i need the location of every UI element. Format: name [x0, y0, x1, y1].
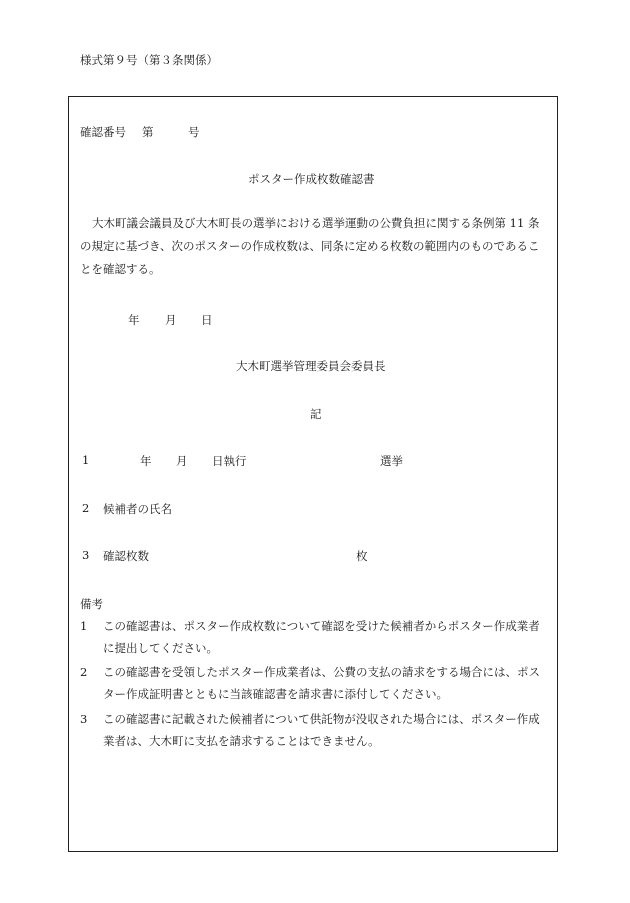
note-number: 3	[80, 712, 88, 726]
note-item	[80, 615, 550, 659]
form-label: 様式第９号（第３条関係）	[80, 53, 218, 67]
note-number: 1	[80, 619, 88, 633]
item-number: 2	[82, 501, 90, 515]
issuer: 大木町選挙管理委員会委員長	[236, 359, 386, 373]
date-month: 月	[165, 313, 177, 327]
item-candidate-label: 候補者の氏名	[103, 502, 172, 516]
ki-heading: 記	[310, 407, 322, 421]
body-text: 大木町議会議員及び大木町長の選挙における選挙運動の公費負担に関する条例第 11 条の規定に基づき、次のポスターの作成枚数は、同条に定める枚数の範囲内のものであることを確認する。	[80, 216, 540, 276]
item-count-label: 確認枚数	[103, 549, 149, 563]
confirm-number-dai: 第	[142, 125, 154, 139]
item-election-day: 日執行	[212, 454, 247, 468]
confirm-number-go: 号	[188, 125, 200, 139]
note-item	[80, 708, 550, 752]
date-day: 日	[201, 313, 213, 327]
item-election-type: 選挙	[380, 454, 403, 468]
date-year: 年	[128, 313, 140, 327]
item-count-unit: 枚	[356, 549, 368, 563]
note-text: この確認書に記載された候補者について供託物が没収された場合には、ポスター作成業者は、大木町に支払を請求することはできません。	[103, 712, 540, 748]
notes-heading: 備考	[80, 597, 103, 611]
confirm-number-label: 確認番号	[80, 125, 126, 139]
note-item	[80, 661, 550, 705]
item-election-year: 年	[140, 454, 152, 468]
note-text: この確認書は、ポスター作成枚数について確認を受けた候補者からポスター作成業者に提出してください。	[103, 619, 540, 655]
item-number: 1	[82, 453, 90, 467]
item-number: 3	[82, 548, 90, 562]
item-election-month: 月	[176, 454, 188, 468]
document-title: ポスター作成枚数確認書	[248, 172, 375, 186]
note-number: 2	[80, 665, 88, 679]
note-text: この確認書を受領したポスター作成業者は、公費の支払の請求をする場合には、ポスター作成証明書とともに当該確認書を請求書に添付してください。	[103, 665, 540, 701]
